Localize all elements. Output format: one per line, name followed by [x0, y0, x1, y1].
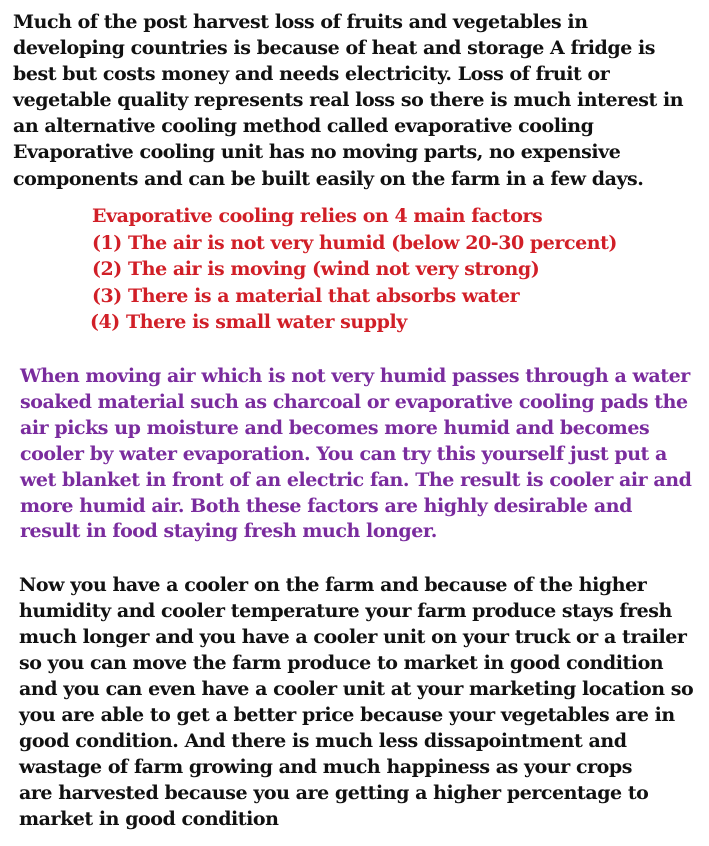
intro-line: Much of the post harvest loss of fruits and vegetables in [13, 11, 588, 33]
conclusion-line: good condition. And there is much less dissapointment and [19, 730, 627, 752]
intro-line: an alternative cooling method called evaporative cooling [13, 115, 594, 138]
factor-item: (1) The air is not very humid (below 20-30 percent) [92, 231, 617, 254]
conclusion-line: humidity and cooler temperature your farm produce stays fresh [19, 600, 672, 622]
explanation-line: air picks up moisture and becomes more humid and becomes [20, 416, 650, 439]
explanation-paragraph [20, 364, 691, 545]
intro-line: best but costs money and needs electricity. Loss of fruit or [13, 63, 610, 86]
intro-line: Evaporative cooling unit has no moving parts, no expensive [13, 141, 621, 164]
intro-paragraph [13, 9, 683, 192]
conclusion-line: Now you have a cooler on the farm and because of the higher [19, 574, 647, 596]
intro-line: vegetable quality represents real loss so there is much interest in [13, 89, 684, 112]
factor-item: (4) There is small water supply [90, 311, 407, 333]
explanation-line: When moving air which is not very humid passes through a water [20, 365, 690, 387]
explanation-line: wet blanket in front of an electric fan. The result is cooler air and [20, 468, 692, 491]
explanation-line: cooler by water evaporation. You can try this yourself just put a [20, 442, 667, 465]
conclusion-line: you are able to get a better price because your vegetables are in [19, 704, 675, 726]
intro-line: developing countries is because of heat and storage A fridge is [13, 37, 656, 60]
explanation-line: result in food staying fresh much longer. [20, 520, 437, 543]
conclusion-line: so you can move the farm produce to market in good condition [19, 652, 664, 674]
conclusion-line: and you can even have a cooler unit at your marketing location so [19, 678, 694, 700]
conclusion-line: wastage of farm growing and much happiness as your crops [19, 756, 632, 778]
explanation-line: more humid air. Both these factors are highly desirable and [20, 494, 632, 517]
factors-list [92, 203, 617, 336]
conclusion-paragraph [19, 572, 693, 832]
explanation-line: soaked material such as charcoal or evaporative cooling pads the [20, 390, 688, 413]
factors-heading: Evaporative cooling relies on 4 main factors [92, 205, 543, 227]
intro-line: components and can be built easily on the farm in a few days. [13, 167, 644, 190]
conclusion-line: are harvested because you are getting a higher percentage to [19, 782, 649, 804]
conclusion-line: market in good condition [19, 808, 279, 830]
conclusion-line: much longer and you have a cooler unit on your truck or a trailer [19, 626, 687, 648]
factor-item: (2) The air is moving (wind not very strong) [92, 258, 540, 280]
factor-item: (3) There is a material that absorbs water [92, 284, 520, 307]
